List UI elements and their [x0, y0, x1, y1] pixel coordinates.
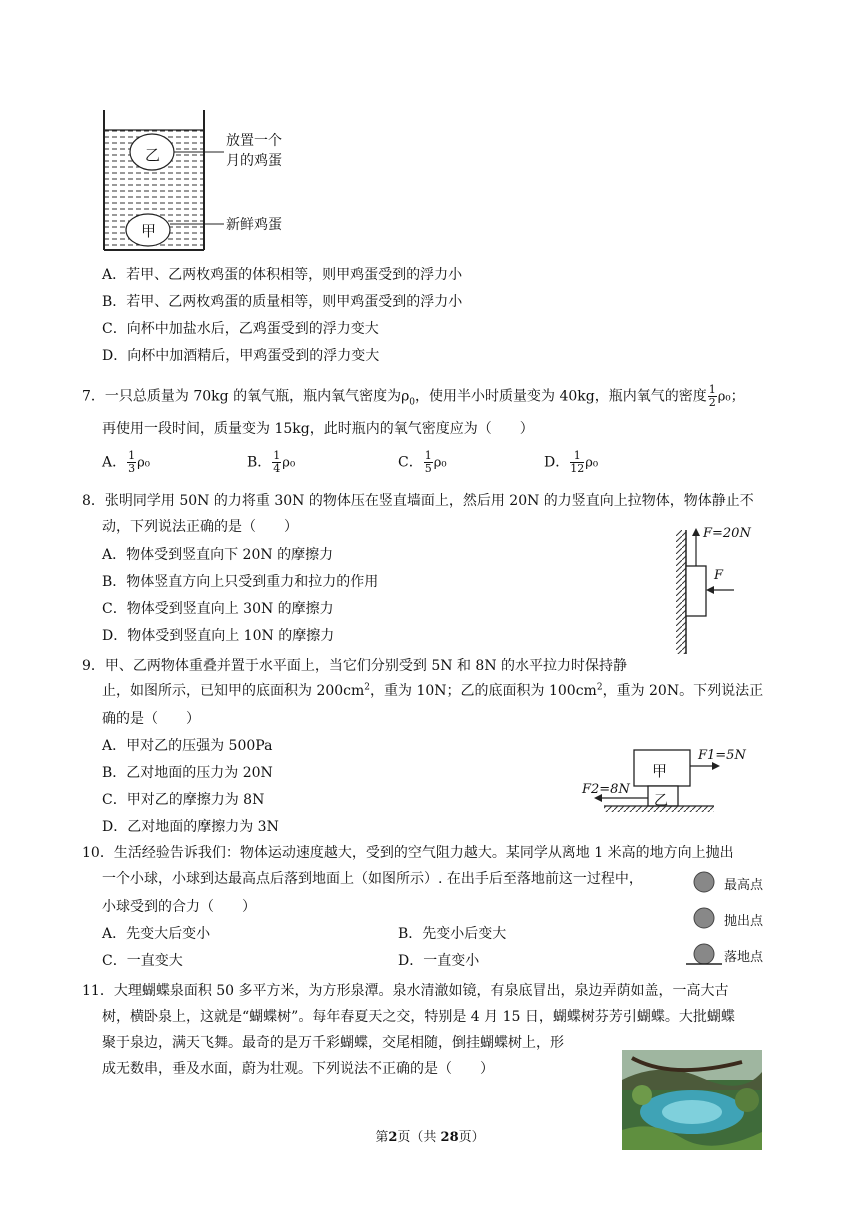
q10-option-b: B．先变小后变大: [398, 926, 507, 942]
total-pages: 28: [440, 1130, 459, 1145]
q7-option-c: C． $\frac{1}{5}$ ρ₀: [398, 449, 447, 475]
q9-option-b: B．乙对地面的压力为 20N: [102, 765, 273, 781]
half-fraction: $\frac{1}{2}$: [708, 383, 716, 409]
q10-stem-line2: 一个小球，小球到达最高点后落到地面上（如图所示）. 在出手后至落地前这一过程中，: [102, 871, 643, 887]
q9-option-c: C．甲对乙的摩擦力为 8N: [102, 792, 265, 808]
old-egg-label-1: 放置一个: [226, 133, 282, 149]
ball-highest: [694, 872, 714, 892]
label-throw-point: 抛出点: [724, 914, 764, 929]
page-footer: 第2页（共 28页）: [375, 1130, 485, 1145]
q7-stem-line1: 7．一只总质量为 70kg 的氧气瓶，瓶内氧气密度为$\rho_0$，使用半小时质量变为 40kg，瓶内氧气的密度 $\frac{1}{2}$ ρ₀；: [82, 383, 745, 409]
q8-option-a: A．物体受到竖直向下 20N 的摩擦力: [102, 547, 334, 563]
q8-option-c: C．物体受到竖直向上 30N 的摩擦力: [102, 601, 334, 617]
jia-block-label: 甲: [652, 762, 668, 780]
yi-block-label: 乙: [654, 793, 668, 809]
q8-option-d: D．物体受到竖直向上 10N 的摩擦力: [102, 628, 335, 644]
q7-stem-line2: 再使用一段时间，质量变为 15kg，此时瓶内的氧气密度应为（ ）: [102, 421, 534, 437]
q6-option-a: A．若甲、乙两枚鸡蛋的体积相等，则甲鸡蛋受到的浮力小: [102, 267, 463, 283]
f1-label: F1=5N: [698, 748, 746, 763]
f2-label: F2=8N: [582, 782, 630, 797]
q7-option-b: B． $\frac{1}{4}$ ρ₀: [247, 449, 296, 475]
q7-option-d: D． $\frac{1}{12}$ ρ₀: [544, 449, 599, 475]
ball-trajectory-figure: [686, 868, 722, 968]
q11-stem-line1: 11．大理蝴蝶泉面积 50 多平方米，为方形泉潭。泉水清澈如镜，有泉底冒出，泉边弄荫如盖，一高大古: [82, 983, 729, 999]
q10-stem-line3: 小球受到的合力（ ）: [102, 899, 256, 915]
q8-stem-line2: 动，下列说法正确的是（ ）: [102, 519, 298, 535]
q8-option-b: B．物体竖直方向上只受到重力和拉力的作用: [102, 574, 379, 590]
fresh-egg-label: 新鲜鸡蛋: [226, 217, 282, 233]
q10-stem-line1: 10．生活经验告诉我们：物体运动速度越大，受到的空气阻力越大。某同学从离地 1 米高的地方向上抛出: [82, 845, 734, 861]
current-page: 2: [388, 1130, 398, 1145]
q6-option-c: C．向杯中加盐水后，乙鸡蛋受到的浮力变大: [102, 321, 379, 337]
old-egg-label-2: 月的鸡蛋: [226, 153, 282, 169]
q11-stem-line2: 树，横卧泉上，这就是“蝴蝶树”。每年春夏天之交，特别是 4 月 15 日，蝴蝶树芬芳引蝴蝶。大批蝴蝶: [102, 1009, 735, 1025]
ball-throw: [694, 908, 714, 928]
q8-stem-line1: 8．张明同学用 50N 的力将重 30N 的物体压在竖直墙面上，然后用 20N 的力竖直向上拉物体，物体静止不: [82, 493, 754, 509]
q9-option-d: D．乙对地面的摩擦力为 3N: [102, 819, 279, 835]
q6-option-b: B．若甲、乙两枚鸡蛋的质量相等，则甲鸡蛋受到的浮力小: [102, 294, 463, 310]
egg-bottom-label: 甲: [141, 222, 157, 240]
q11-stem-line3: 聚于泉边，满天飞舞。最奇的是万千彩蝴蝶，交尾相随，倒挂蝴蝶树上，形: [102, 1035, 564, 1051]
q9-option-a: A．甲对乙的压强为 500Pa: [102, 738, 273, 754]
q10-option-a: A．先变大后变小: [102, 926, 211, 942]
label-highest-point: 最高点: [724, 878, 764, 893]
ball-ground: [694, 944, 714, 964]
wall-block-figure: [670, 524, 770, 656]
q9-stem-line3: 确的是（ ）: [102, 711, 200, 727]
egg-top-label: 乙: [145, 146, 161, 164]
q10-option-c: C．一直变大: [102, 953, 183, 969]
q10-option-d: D．一直变小: [398, 953, 480, 969]
q11-stem-line4: 成无数串，垂及水面，蔚为壮观。下列说法不正确的是（ ）: [102, 1061, 494, 1077]
q8-f-up-label: F=20N: [703, 526, 751, 541]
block: [686, 566, 706, 616]
label-landing-point: 落地点: [724, 950, 764, 965]
q6-option-d: D．向杯中加酒精后，甲鸡蛋受到的浮力变大: [102, 348, 380, 364]
q7-option-a: A． $\frac{1}{3}$ ρ₀: [102, 449, 150, 475]
q9-stem-line1: 9．甲、乙两物体重叠并置于水平面上，当它们分别受到 5N 和 8N 的水平拉力时保持静: [82, 658, 628, 674]
q9-stem-line2: 止，如图所示，已知甲的底面积为 $200cm^2$，重为 10N；乙的底面积为 $100cm^2$，重为 20N。下列说法正: [102, 682, 764, 699]
q8-f-side-label: F: [714, 568, 724, 583]
